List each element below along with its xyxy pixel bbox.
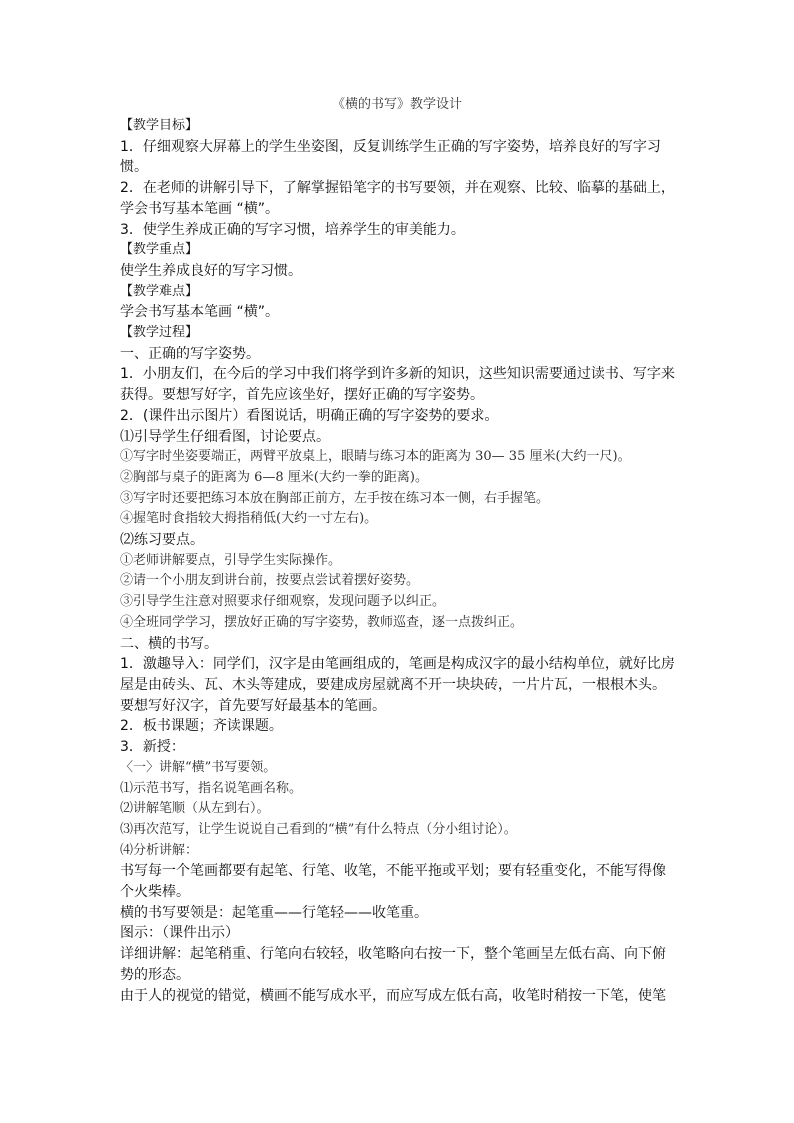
paragraph-line: ⑵练习要点。 <box>120 532 204 549</box>
section-heading-process: 【教学过程】 <box>120 325 199 341</box>
paragraph-line: 势的形态。 <box>120 966 190 983</box>
paragraph-line: 由于人的视觉的错觉，横画不能写成水平，而应写成左低右高，收笔时稍按一下笔，使笔 <box>120 987 666 1004</box>
paragraph-line: 3．新授： <box>120 739 185 756</box>
paragraph-line: 横的书写要领是：起笔重——行笔轻——收笔重。 <box>120 904 428 921</box>
list-item: ⑵讲解笔顺（从左到右）。 <box>120 801 270 817</box>
paragraph-line: 屋是由砖头、瓦、木头等建成，要建成房屋就离不开一块块砖，一片片瓦，一根根木头。 <box>120 676 666 693</box>
list-item: ④握笔时食指较大拇指稍低(大约一寸左右)。 <box>120 511 378 527</box>
document-title: 《横的书写》教学设计 <box>331 97 462 112</box>
paragraph-line: 图示：（课件出示） <box>120 925 239 942</box>
section-heading-key-point: 【教学重点】 <box>120 242 199 258</box>
list-item: ②请一个小朋友到讲台前，按要点尝试着摆好姿势。 <box>120 573 420 589</box>
list-item: ⑴示范书写，指名说笔画名称。 <box>120 780 303 796</box>
paragraph-line: 1．小朋友们，在今后的学习中我们将学到许多新的知识，这些知识需要通过读书、写字来 <box>120 366 675 383</box>
paragraph-line: 获得。要想写好字，首先应该坐好，摆好正确的写字姿势。 <box>120 387 484 404</box>
list-item: ②胸部与桌子的距离为 6—8 厘米(大约一拳的距离)。 <box>120 469 428 485</box>
paragraph-line: 3．使学生养成正确的写字习惯，培养学生的审美能力。 <box>120 221 465 238</box>
list-item: ③引导学生注意对照要求仔细观察，发现问题予以纠正。 <box>120 594 446 610</box>
list-item: ⑶再次范写，让学生说说自己看到的“横”有什么特点（分小组讨论）。 <box>120 821 517 837</box>
list-item: ①写字时坐姿要端正，两臂平放桌上，眼睛与练习本的距离为 30— 35 厘米(大约一尺)。 <box>120 449 631 465</box>
list-item: ①老师讲解要点，引导学生实际操作。 <box>120 552 342 568</box>
list-item: ③写字时还要把练习本放在胸部正前方，左手按在练习本一侧，右手握笔。 <box>120 490 550 506</box>
paragraph-line: ⑴引导学生仔细看图，讨论要点。 <box>120 428 330 445</box>
paragraph-line: 2．在老师的讲解引导下，了解掌握铅笔字的书写要领，并在观察、比较、临摹的基础上， <box>120 180 675 197</box>
paragraph-line: 个火柴棒。 <box>120 884 190 901</box>
paragraph-line: 书写每一个笔画都要有起笔、行笔、收笔，不能平拖或平划；要有轻重变化，不能写得像 <box>120 863 666 880</box>
paragraph-line: 1．激趣导入：同学们，汉字是由笔画组成的，笔画是构成汉字的最小结构单位，就好比房 <box>120 656 675 673</box>
list-item: 〈一〉讲解“横”书写要领。 <box>120 759 277 775</box>
paragraph-line: 使学生养成良好的写字习惯。 <box>120 262 302 279</box>
paragraph-line: 要想写好汉字，首先要写好最基本的笔画。 <box>120 697 386 714</box>
paragraph-line: 惯。 <box>120 159 148 176</box>
paragraph-line: 2．(课件出示图片）看图说话，明确正确的写字姿势的要求。 <box>120 407 499 424</box>
section-heading-difficulty: 【教学难点】 <box>120 283 199 299</box>
paragraph-line: 2．板书课题；齐读课题。 <box>120 718 283 735</box>
paragraph-line: 学会书写基本笔画 “横”。 <box>120 304 279 321</box>
paragraph-line: 详细讲解：起笔稍重、行笔向右较轻，收笔略向右按一下，整个笔画呈左低右高、向下俯 <box>120 946 666 963</box>
subsection-heading: 一、正确的写字姿势。 <box>120 345 260 362</box>
list-item: ④全班同学学习，摆放好正确的写字姿势，教师巡查，逐一点拨纠正。 <box>120 614 524 630</box>
subsection-heading: 二、横的书写。 <box>120 635 218 652</box>
paragraph-line: 学会书写基本笔画 “横”。 <box>120 200 279 217</box>
document-body <box>120 116 680 1006</box>
paragraph-line: 1．仔细观察大屏幕上的学生坐姿图，反复训练学生正确的写字姿势，培养良好的写字习 <box>120 138 661 155</box>
list-item: ⑷分析讲解： <box>120 842 199 858</box>
section-heading-objectives: 【教学目标】 <box>120 118 199 133</box>
